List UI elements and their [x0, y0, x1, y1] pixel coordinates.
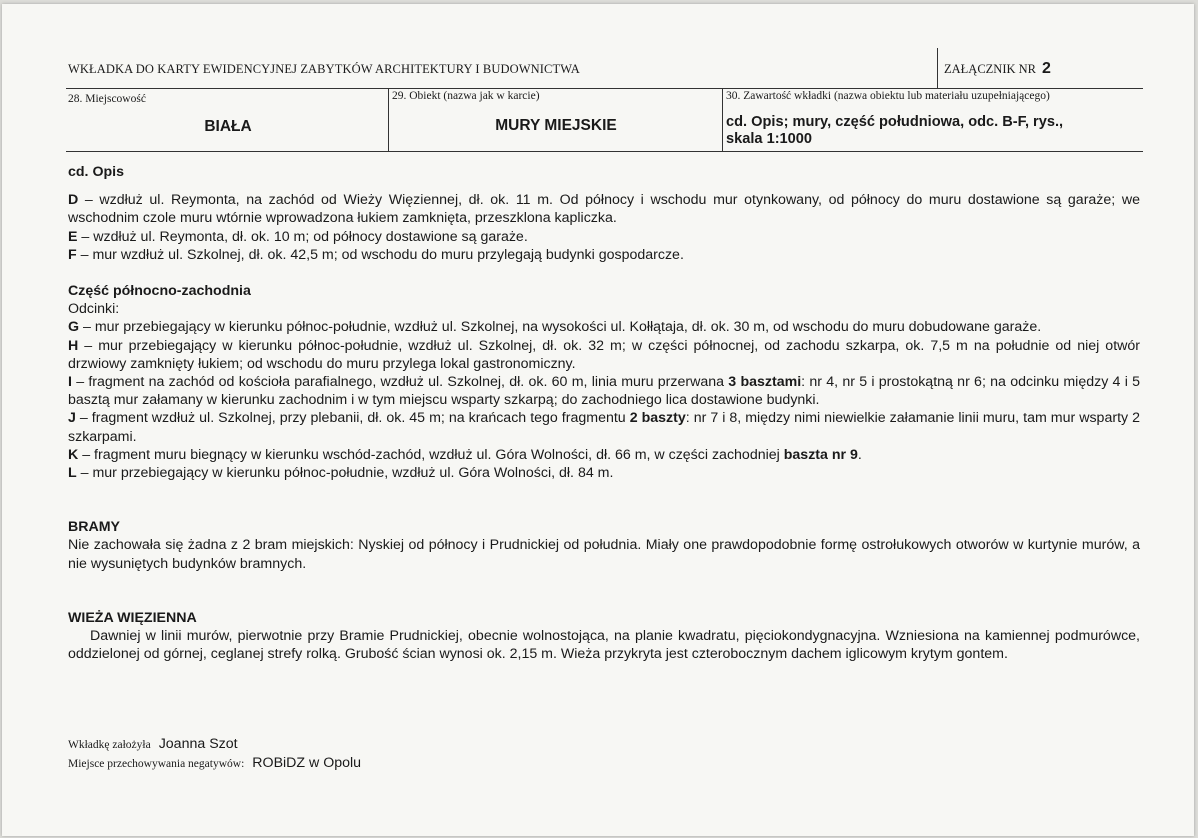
- header-divider: [937, 48, 938, 88]
- section-l: L – mur przebiegający w kierunku północ-południe, wzdłuż ul. Góra Wolności, dł. 84 m.: [68, 465, 614, 482]
- section-j: J – fragment wzdłuż ul. Szkolnej, przy plebanii, dł. ok. 45 m; na krańcach tego fragmentu 2 baszty: nr 7 i 8, między nimi niewielkie załamanie linii muru, tam mur wsparty 2 szkarpami.: [68, 410, 1140, 445]
- field-30-value-line1: cd. Opis; mury, część południowa, odc. B-F, rys.,: [726, 114, 1064, 130]
- field-28-value: BIAŁA: [204, 118, 252, 135]
- field-30-value-line2: skala 1:1000: [726, 131, 813, 147]
- attachment-number-value: 2: [1042, 60, 1051, 77]
- section-k: K – fragment muru biegnący w kierunku wschód-zachód, wzdłuż ul. Góra Wolności, dł. 66 m, w części zachodniej baszta nr 9.: [68, 446, 862, 463]
- document-title: WKŁADKA DO KARTY EWIDENCYJNEJ ZABYTKÓW ARCHITEKTURY I BUDOWNICTWA: [68, 62, 580, 76]
- field-30-value: [726, 114, 1142, 148]
- author-line: [68, 736, 238, 752]
- section-f: F – mur wzdłuż ul. Szkolnej, dł. ok. 42,5 m; od wschodu do muru przylegają budynki gospodarcze.: [68, 246, 684, 263]
- attachment-label: ZAŁĄCZNIK NR: [944, 62, 1037, 76]
- northwest-heading: Część północno-zachodnia: [68, 283, 251, 300]
- opis-heading: cd. Opis: [68, 164, 124, 180]
- table-top-line: [66, 88, 1143, 89]
- field-28-label: 28. Miejscowość: [68, 93, 146, 105]
- column-divider-1: [388, 88, 389, 151]
- bramy-heading: BRAMY: [68, 519, 121, 536]
- author-label: Wkładkę założyła: [68, 739, 151, 751]
- section-g: G – mur przebiegający w kierunku północ-południe, wzdłuż ul. Szkolnej, na wysokości ul. Kołłątaja, dł. ok. 30 m, od wschodu do muru dobudowane garaże.: [68, 319, 1042, 336]
- field-30-label: 30. Zawartość wkładki (nazwa obiektu lub materiału uzupełniającego): [726, 90, 1050, 102]
- section-d: D – wzdłuż ul. Reymonta, na zachód od Wieży Więziennej, dł. ok. 11 m. Od północy i wschodu mur otynkowany, od północy do muru dostawione są garaże; we wschodnim czole muru wtórnie wprowadzona łukiem zamknięta, przeszklona kapliczka.: [68, 192, 1140, 227]
- author-value: Joanna Szot: [158, 736, 238, 752]
- table-bottom-line: [66, 151, 1143, 152]
- section-e: E – wzdłuż ul. Reymonta, dł. ok. 10 m; od północy dostawione są garaże.: [68, 228, 528, 245]
- section-h: H – mur przebiegający w kierunku północ-południe, wzdłuż ul. Szkolnej, dł. ok. 32 m; w części północnej, od zachodu szkarpa, ok. 7,5 m na południe od niej otwór drzwiowy zamknięty łukiem; od wschodu do muru przylega lokal gastronomiczny.: [68, 337, 1140, 372]
- odcinki-label: Odcinki:: [68, 301, 120, 318]
- wieza-text: Dawniej w linii murów, pierwotnie przy Bramie Prudnickiej, obecnie wolnostojąca, na planie kwadratu, pięciokondygnacyjna. Wzniesiona na kamiennej podmurówce, oddzielonej od górnej, ceglanej strefy rolką. Grubość ścian wynosi ok. 2,15 m. Wieża przykryta jest czterobocznym dachem iglicowym krytym gontem.: [68, 628, 1140, 663]
- field-29-value: MURY MIEJSKIE: [495, 117, 617, 134]
- storage-label: Miejsce przechowywania negatywów:: [68, 758, 245, 770]
- document-body: [68, 163, 1140, 663]
- column-divider-2: [722, 88, 723, 151]
- field-29-label: 29. Obiekt (nazwa jak w karcie): [392, 90, 540, 102]
- bramy-text: Nie zachowała się żadna z 2 bram miejskich: Nyskiej od północy i Prudnickiej od południa. Miały one prawdopodobnie formę ostrołukowych otworów w kurtynie murów, a nie wysuniętych budynków bramnych.: [68, 537, 1140, 572]
- section-i: I – fragment na zachód od kościoła parafialnego, wzdłuż ul. Szkolnej, dł. ok. 60 m, linia muru przerwana 3 basztami: nr 4, nr 5 i prostokątną nr 6; na odcinku między 4 i 5 basztą mur załamany w kierunku zachodnim i w tym miejscu wsparty szkarpą; do zachodniego lica dostawione budynki.: [68, 374, 1141, 409]
- storage-line: [68, 755, 361, 771]
- attachment-number: [944, 60, 1051, 78]
- wieza-heading: WIEŻA WIĘZIENNA: [68, 609, 197, 626]
- storage-value: ROBiDZ w Opolu: [252, 755, 362, 771]
